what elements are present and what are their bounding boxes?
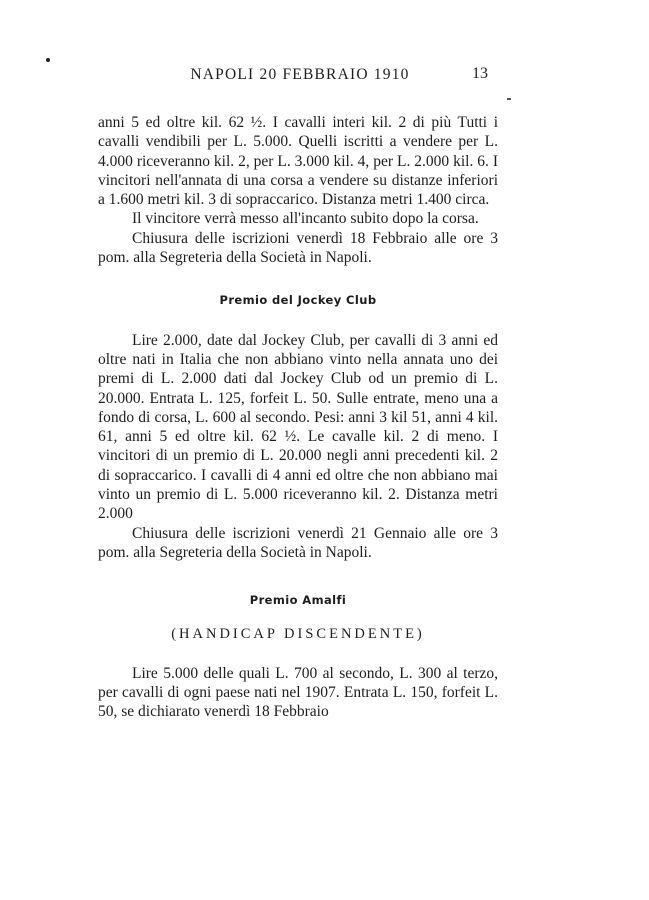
- ink-speck: [46, 58, 50, 62]
- ink-mark: [507, 98, 511, 100]
- paragraph: anni 5 ed oltre kil. 62 ½. I cavalli interi kil. 2 di più Tutti i cavalli vendibili per L. 5.000. Quelli iscritti a vendere per L. 4.000 riceveranno kil. 2, per L. 3.000 kil. 4, per L. 2.000 kil. 6. I vincitori nell'annata di una corsa a vendere su distanze inferiori a 1.600 metri kil. 3 di sopraccarico. Distanza metri 1.400 circa.: [98, 114, 498, 209]
- section-title-amalfi: Premio Amalfi: [249, 593, 347, 608]
- section-subtitle: (HANDICAP DISCENDENTE): [171, 625, 425, 642]
- paragraph: Chiusura delle iscrizioni venerdì 21 Gennaio alle ore 3 pom. alla Segreteria della Società in Napoli.: [98, 524, 498, 561]
- paragraph: Lire 5.000 delle quali L. 700 al secondo, L. 300 al terzo, per cavalli di ogni paese nati nel 1907. Entrata L. 150, forfeit L. 50, se dichiarato venerdì 18 Febbraio: [98, 664, 498, 721]
- paragraph: Chiusura delle iscrizioni venerdì 18 Febbraio alle ore 3 pom. alla Segreteria della Società in Napoli.: [98, 229, 498, 267]
- paragraph: Il vincitore verrà messo all'incanto subito dopo la corsa.: [132, 210, 479, 228]
- section-title-jockey-club: Premio del Jockey Club: [219, 293, 377, 308]
- page-body: [98, 113, 498, 722]
- running-header: NAPOLI 20 FEBBRAIO 1910: [190, 66, 410, 83]
- page-number: 13: [472, 65, 488, 82]
- paragraph: Lire 2.000, date dal Jockey Club, per cavalli di 3 anni ed oltre nati in Italia che non abbiano vinto nella annata uno dei premi di L. 2.000 dati dal Jockey Club od un premio di L. 20.000. Entrata L. 125, forfeit L. 50. Sulle entrate, meno una a fondo di corsa, L. 600 al secondo. Pesi: anni 3 kil 51, anni 4 kil. 61, anni 5 ed oltre kil. 62 ½. Le cavalle kil. 2 di meno. I vincitori di un premio di L. 20.000 negli anni precedenti kil. 2 di sopraccarico. I cavalli di 4 anni ed oltre che non abbiano mai vinto un premio di L. 5.000 riceveranno kil. 2. Distanza metri 2.000: [98, 331, 498, 523]
